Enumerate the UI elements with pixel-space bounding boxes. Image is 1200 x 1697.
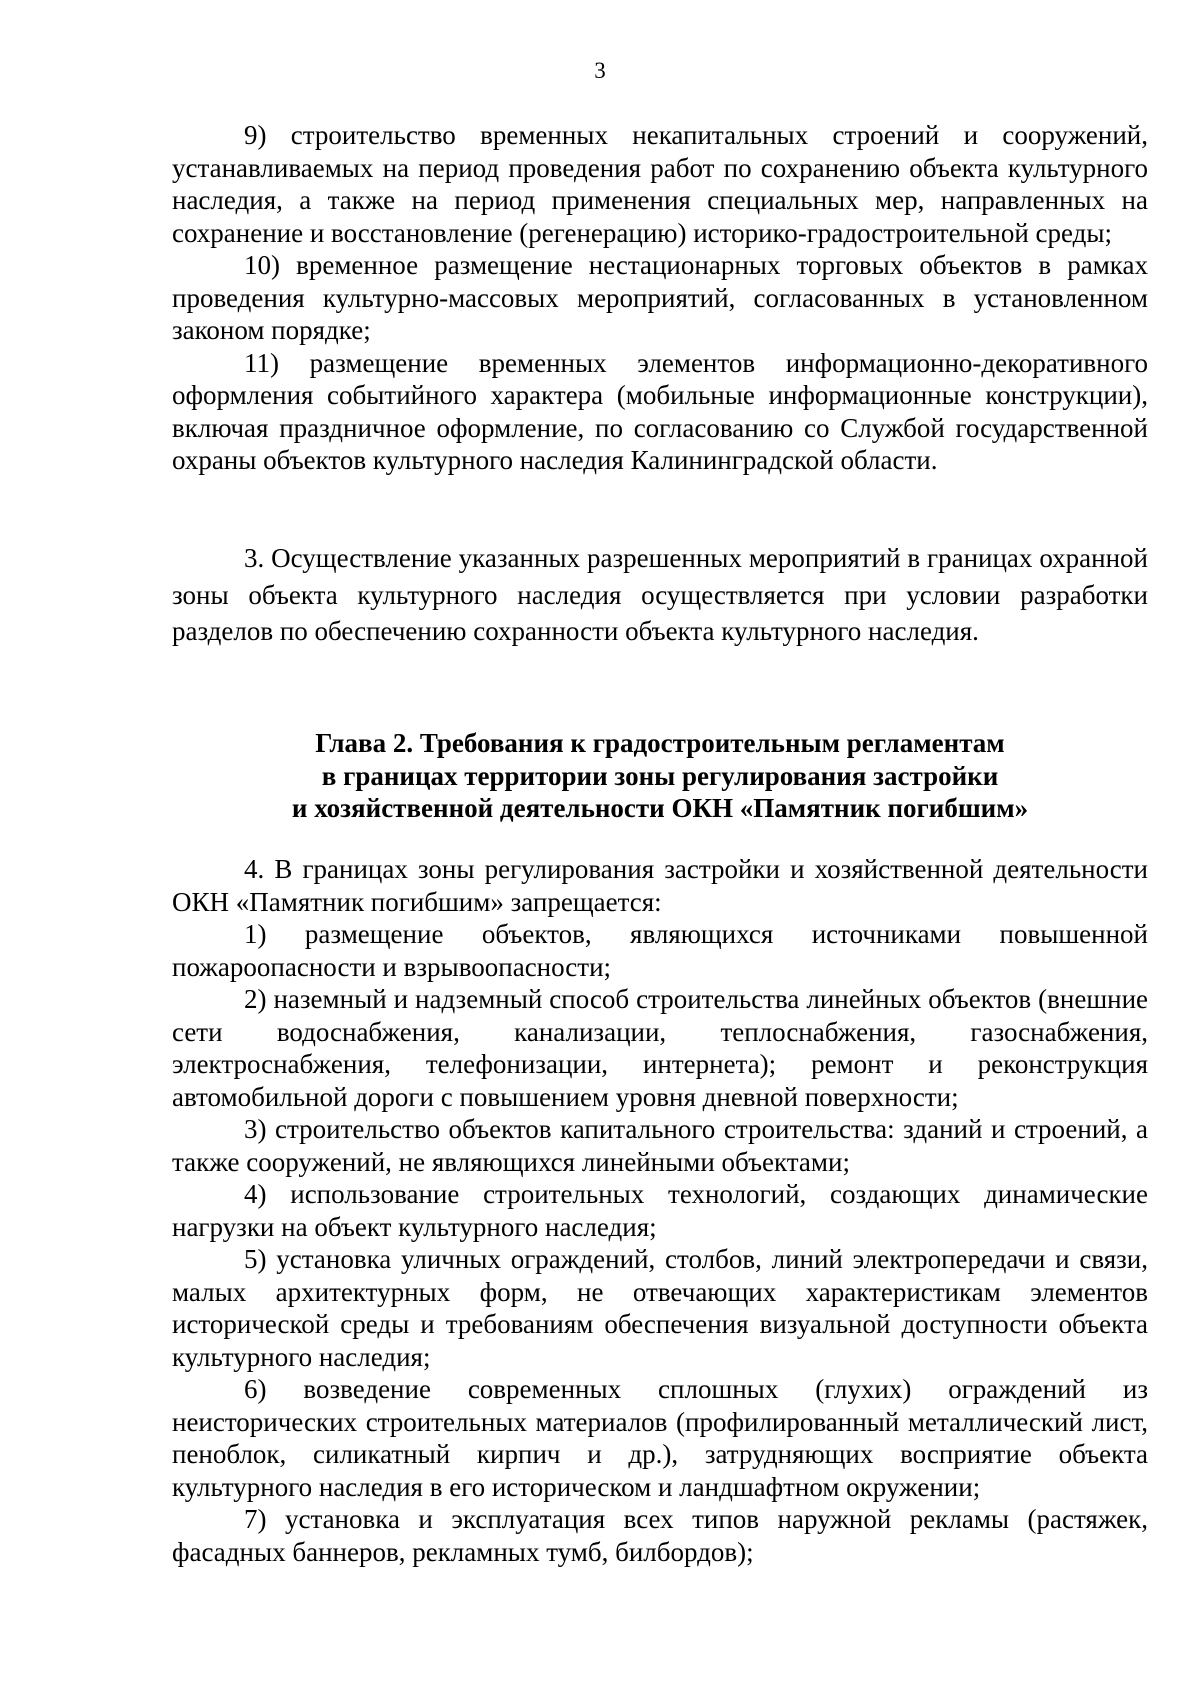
clause-3-text: 3. Осуществление указанных разрешенных мероприятий в границах охранной зоны объекта культурного наследия осуществляется при условии разработки разделов по обеспечению сохранности объекта культурного наследия.	[172, 543, 1148, 646]
prohibition-item-1: 1) размещение объектов, являющихся источниками повышенной пожароопасности и взрывоопасности;	[172, 919, 1148, 982]
prohibition-item-7: 7) установка и эксплуатация всех типов наружной рекламы (растяжек, фасадных баннеров, рекламных тумб, билбордов);	[172, 1504, 1148, 1567]
prohibition-item-5: 5) установка уличных ограждений, столбов, линий электропередачи и связи, малых архитектурных форм, не отвечающих характеристикам элементов исторической среды и требованиям обеспечения визуальной доступности объекта культурного наследия;	[172, 1244, 1148, 1372]
prohibition-item-2: 2) наземный и надземный способ строительства линейных объектов (внешние сети водоснабжения, канализации, теплоснабжения, газоснабжения, электроснабжения, телефонизации, интернета); ремонт и реконструкция автомобильной дороги с повышением уровня дневной поверхности;	[172, 984, 1148, 1112]
chapter-title-line-3: и хозяйственной деятельности ОКН «Памятник погибшим»	[291, 793, 1029, 823]
clause-4-intro: 4. В границах зоны регулирования застройки и хозяйственной деятельности ОКН «Памятник погибшим» запрещается:	[172, 854, 1148, 917]
chapter-title-line-1: Глава 2. Требования к градостроительным регламентам	[315, 728, 1005, 758]
chapter-title-line-2: в границах территории зоны регулирования застройки	[321, 760, 999, 791]
list-item-10: 10) временное размещение нестационарных торговых объектов в рамках проведения культурно-массовых мероприятий, согласованных в установленном законом порядке;	[172, 250, 1148, 345]
prohibition-item-6: 6) возведение современных сплошных (глухих) ограждений из неисторических строительных материалов (профилированный металлический лист, пеноблок, силикатный кирпич и др.), затрудняющих восприятие объекта культурного наследия в его историческом и ландшафтном окружении;	[172, 1374, 1148, 1502]
list-item-9: 9) строительство временных некапитальных строений и сооружений, устанавливаемых на период проведения работ по сохранению объекта культурного наследия, а также на период применения специальных мер, направленных на сохранение и восстановление (регенерацию) историко-градостроительной среды;	[172, 120, 1148, 248]
chapter-2-heading	[172, 727, 1148, 825]
prohibition-item-3: 3) строительство объектов капитального строительства: зданий и строений, а также сооружений, не являющихся линейными объектами;	[172, 1114, 1148, 1177]
page-number: 3	[594, 58, 606, 83]
list-item-11: 11) размещение временных элементов информационно-декоративного оформления событийного характера (мобильные информационные конструкции), включая праздничное оформление, по согласованию со Службой государственной охраны объектов культурного наследия Калининградской области.	[172, 347, 1148, 475]
clause-3	[172, 540, 1148, 650]
list-items-9-11	[172, 119, 1148, 477]
prohibition-item-4: 4) использование строительных технологий, создающих динамические нагрузки на объект культурного наследия;	[172, 1179, 1148, 1242]
clause-4-section	[172, 853, 1148, 1568]
